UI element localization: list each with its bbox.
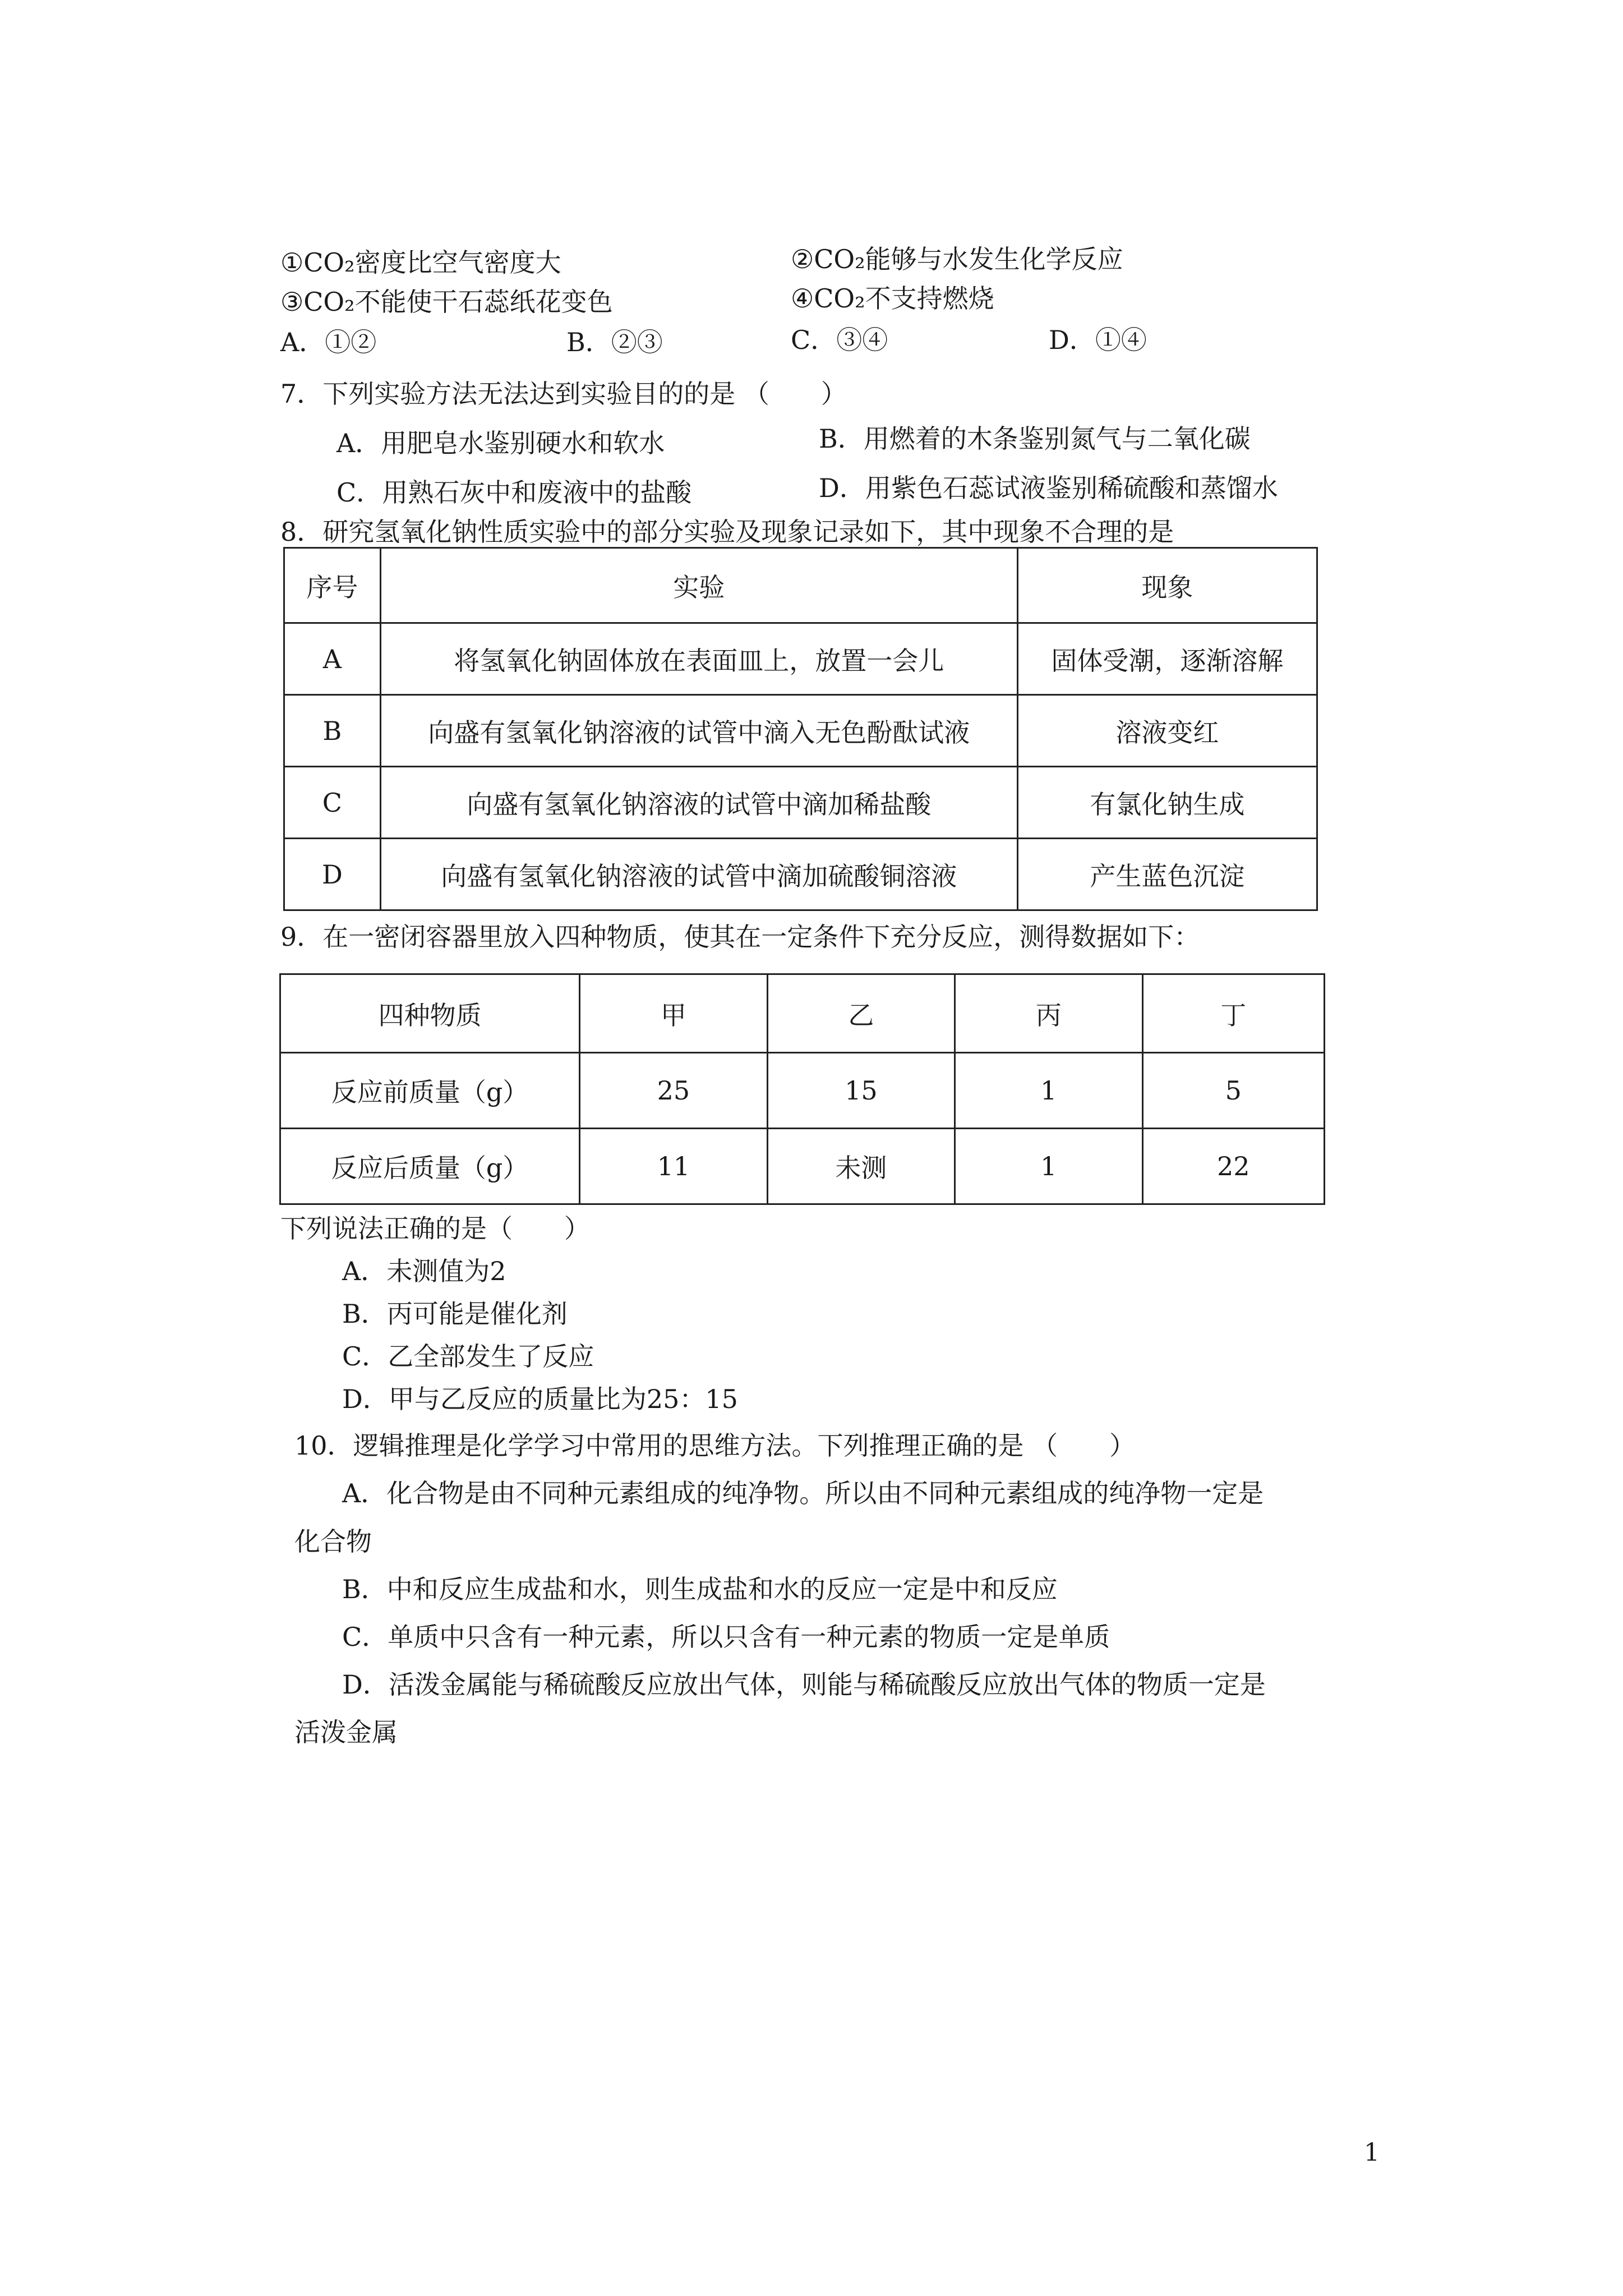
- table-row: [284, 839, 1317, 910]
- q8-cell-phenomenon: 产生蓝色沉淀: [1017, 839, 1317, 910]
- q9-cell-bing: 1: [955, 1053, 1142, 1129]
- q6-statement-2: ②CO₂能够与水发生化学反应: [791, 244, 1123, 274]
- q9-cell-yi: 未测: [767, 1129, 955, 1204]
- q9-option-c: C．乙全部发生了反应: [342, 1341, 594, 1372]
- q6-option-a: A．①②: [280, 327, 377, 357]
- q8-cell-index: D: [284, 839, 381, 910]
- q9-cell-label: 反应前质量（g）: [280, 1053, 580, 1129]
- q8-cell-phenomenon: 固体受潮，逐渐溶解: [1017, 623, 1317, 695]
- q9-table: [279, 973, 1325, 1205]
- q6-option-d: D．①④: [1049, 325, 1147, 355]
- q8-cell-phenomenon: 溶液变红: [1017, 695, 1317, 767]
- q10-option-d-continued: 活泼金属: [294, 1717, 398, 1747]
- q8-header-experiment: 实验: [380, 548, 1017, 623]
- page-number: 1: [1364, 2138, 1380, 2167]
- q10-stem: 10．逻辑推理是化学学习中常用的思维方法。下列推理正确的是 （ ）: [294, 1430, 1136, 1461]
- table-row: [280, 1053, 1325, 1129]
- table-row: [284, 695, 1317, 767]
- table-row: [284, 767, 1317, 839]
- q9-cell-ding: 5: [1142, 1053, 1325, 1129]
- q8-table: [283, 547, 1318, 911]
- q8-cell-experiment: 将氢氧化钠固体放在表面皿上，放置一会儿: [380, 623, 1017, 695]
- q6-option-c: C．③④: [791, 325, 888, 355]
- q7-option-c: C．用熟石灰中和废液中的盐酸: [336, 477, 692, 508]
- q9-header-substances: 四种物质: [280, 974, 580, 1053]
- q8-header-index: 序号: [284, 548, 381, 623]
- q8-cell-experiment: 向盛有氢氧化钠溶液的试管中滴加稀盐酸: [380, 767, 1017, 839]
- q6-statement-3: ③CO₂不能使干石蕊纸花变色: [280, 287, 613, 317]
- q7-option-d: D．用紫色石蕊试液鉴别稀硫酸和蒸馏水: [819, 473, 1278, 503]
- q9-cell-label: 反应后质量（g）: [280, 1129, 580, 1204]
- q8-cell-experiment: 向盛有氢氧化钠溶液的试管中滴加硫酸铜溶液: [380, 839, 1017, 910]
- q8-cell-index: C: [284, 767, 381, 839]
- q8-stem: 8．研究氢氧化钠性质实验中的部分实验及现象记录如下，其中现象不合理的是: [280, 517, 1174, 547]
- q9-prompt: 下列说法正确的是（ ）: [280, 1213, 590, 1244]
- q9-cell-jia: 25: [580, 1053, 767, 1129]
- q8-cell-index: A: [284, 623, 381, 695]
- q7-stem: 7．下列实验方法无法达到实验目的的是 （ ）: [280, 379, 847, 409]
- q7-option-b: B．用燃着的木条鉴别氮气与二氧化碳: [819, 424, 1251, 454]
- q8-cell-phenomenon: 有氯化钠生成: [1017, 767, 1317, 839]
- q6-option-b: B．②③: [566, 327, 663, 357]
- q9-header-yi: 乙: [767, 974, 955, 1053]
- q10-option-d: D．活泼金属能与稀硫酸反应放出气体，则能与稀硫酸反应放出气体的物质一定是: [342, 1669, 1266, 1700]
- q9-header-ding: 丁: [1142, 974, 1325, 1053]
- q10-option-a-continued: 化合物: [294, 1526, 372, 1557]
- q7-option-a: A．用肥皂水鉴别硬水和软水: [336, 428, 665, 458]
- q8-cell-experiment: 向盛有氢氧化钠溶液的试管中滴入无色酚酞试液: [380, 695, 1017, 767]
- q6-statement-1: ①CO₂密度比空气密度大: [280, 247, 561, 278]
- q9-cell-ding: 22: [1142, 1129, 1325, 1204]
- q8-cell-index: B: [284, 695, 381, 767]
- q9-header-bing: 丙: [955, 974, 1142, 1053]
- q9-option-d: D．甲与乙反应的质量比为25：15: [342, 1384, 738, 1414]
- q9-stem: 9．在一密闭容器里放入四种物质，使其在一定条件下充分反应，测得数据如下：: [280, 922, 1200, 952]
- table-row: [284, 623, 1317, 695]
- q9-option-b: B．丙可能是催化剂: [342, 1299, 568, 1329]
- q10-option-b: B．中和反应生成盐和水，则生成盐和水的反应一定是中和反应: [342, 1574, 1058, 1604]
- table-row: [280, 1129, 1325, 1204]
- q6-statement-4: ④CO₂不支持燃烧: [791, 283, 994, 314]
- q8-header-phenomenon: 现象: [1017, 548, 1317, 623]
- q10-option-c: C．单质中只含有一种元素，所以只含有一种元素的物质一定是单质: [342, 1622, 1110, 1652]
- q9-cell-yi: 15: [767, 1053, 955, 1129]
- q9-header-jia: 甲: [580, 974, 767, 1053]
- q9-cell-jia: 11: [580, 1129, 767, 1204]
- q9-option-a: A．未测值为2: [342, 1256, 506, 1286]
- q10-option-a: A．化合物是由不同种元素组成的纯净物。所以由不同种元素组成的纯净物一定是: [342, 1478, 1264, 1508]
- q9-cell-bing: 1: [955, 1129, 1142, 1204]
